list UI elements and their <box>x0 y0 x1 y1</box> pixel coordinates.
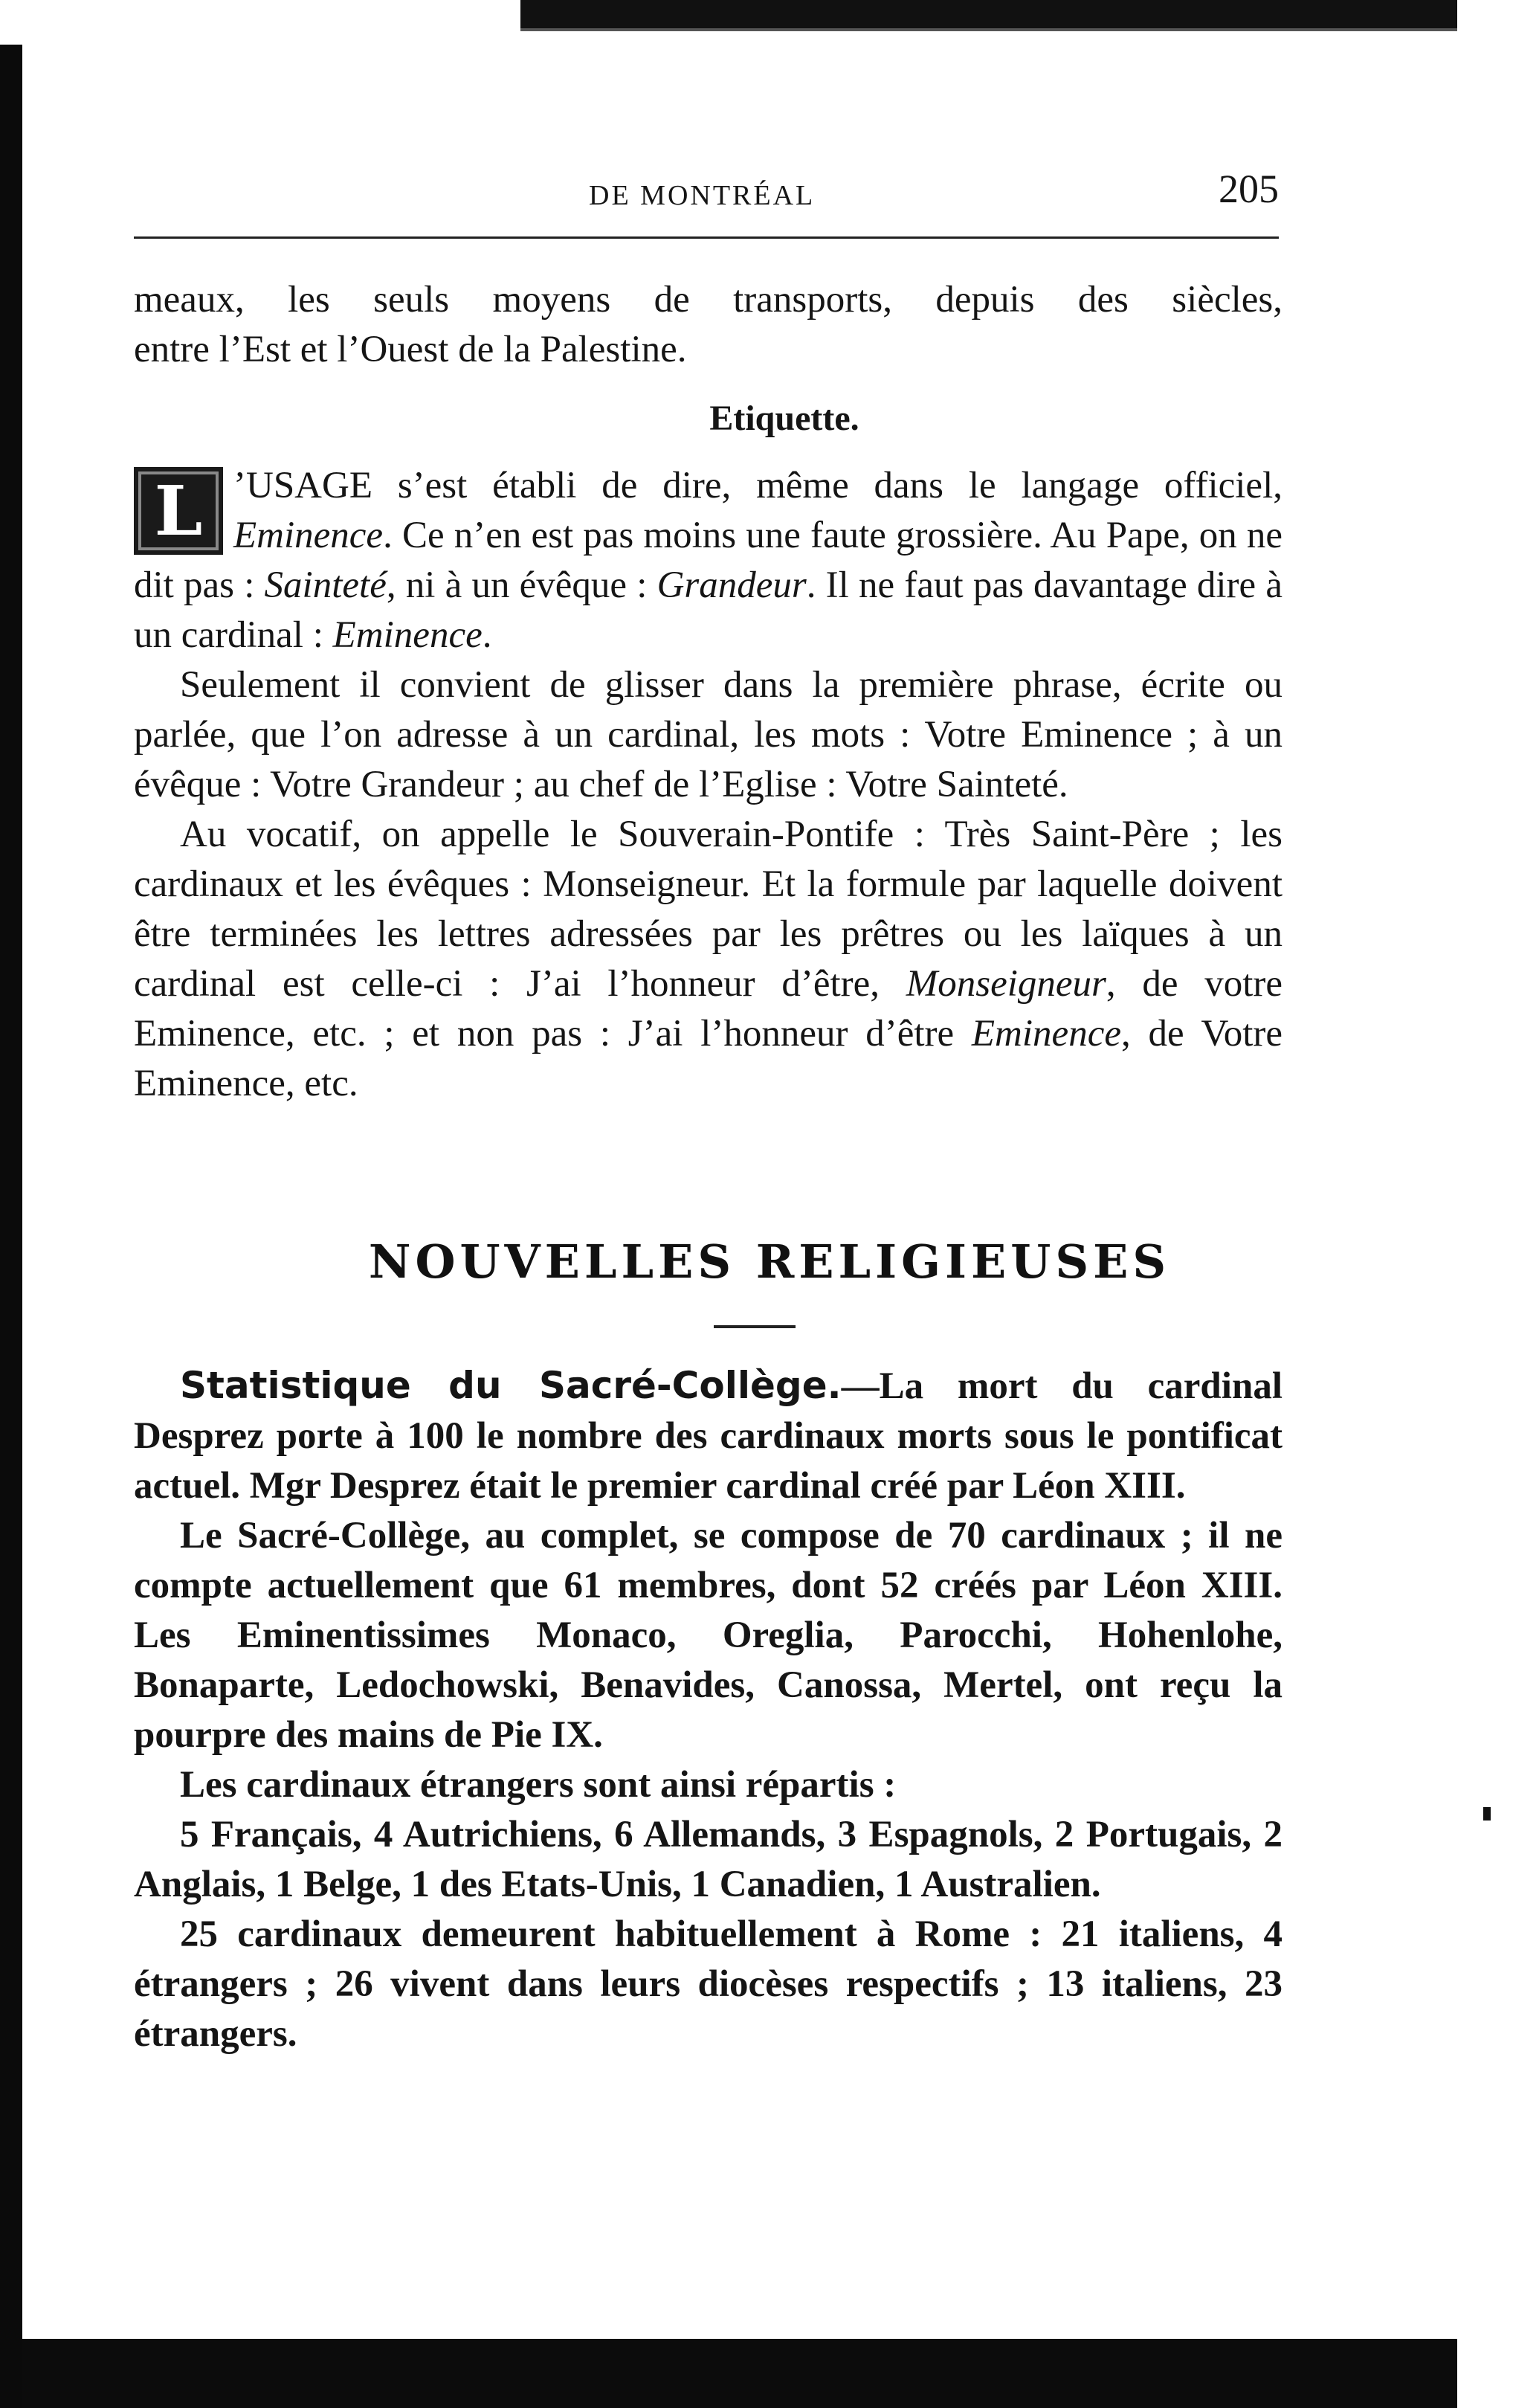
etiquette-p1-em-4: Eminence <box>332 614 483 656</box>
etiquette-p1-part-c: , ni à un évêque : <box>386 564 657 606</box>
etiquette-p1-part-a: ’USAGE s’est établi de dire, même dans le langage officiel, <box>233 465 1282 506</box>
page-header <box>134 160 1279 227</box>
nouvelles-paragraph-5: 25 cardinaux demeurent habituellement à Rome : 21 italiens, 4 étrangers ; 26 vivent dans leurs diocèses respectifs ; 13 italiens, 23 étrangers. <box>134 1913 1282 2055</box>
etiquette-p3-part-b: , de votre Eminence, etc. ; et non pas : J’ai l’honneur d’être <box>134 963 1282 1055</box>
etiquette-p1-em-1: Eminence <box>233 515 384 556</box>
running-head: DE MONTRÉAL <box>589 180 816 211</box>
etiquette-p1-em-3: Grandeur <box>656 564 807 606</box>
drop-cap-letter: L <box>134 467 223 555</box>
section-title-nouvelles-religieuses: NOUVELLES RELIGIEUSES <box>368 1234 1171 1289</box>
etiquette-section <box>134 461 1282 1109</box>
etiquette-paragraph-2: Seulement il convient de glisser dans la première phrase, écrite ou parlée, que l’on adresse à un cardinal, les mots : Votre Eminence ; à un évêque : Votre Grandeur ; au chef de l’Eglise : Votre Sainteté. <box>134 664 1282 805</box>
nouvelles-paragraph-4: 5 Français, 4 Autrichiens, 6 Allemands, 3 Espagnols, 2 Portugais, 2 Anglais, 1 Belge, 1 des Etats-Unis, 1 Canadien, 1 Australien. <box>134 1814 1282 1905</box>
etiquette-paragraph-3 <box>134 810 1282 1109</box>
nouvelles-lead: Statistique du Sacré-Collège. <box>180 1364 842 1407</box>
header-rule <box>134 236 1279 239</box>
scan-artifact-mark <box>1483 1807 1491 1821</box>
nouvelles-paragraph-1 <box>134 1361 1282 1511</box>
etiquette-p1-part-b: . Ce n’en est pas moins une faute grossière. Au Pape, on ne dit pas : <box>134 515 1282 606</box>
etiquette-p3-em-2: Eminence <box>971 1013 1121 1055</box>
nouvelles-paragraph-3: Les cardinaux étrangers sont ainsi répartis : <box>180 1764 897 1806</box>
nouvelles-paragraph-2: Le Sacré-Collège, au complet, se compose de 70 cardinaux ; il ne compte actuellement que 61 membres, dont 52 créés par Léon XIII. Les Eminentissimes Monaco, Oreglia, Parocchi, Hohenlohe, Bonaparte, Ledochowski, Benavides, Canossa, Mertel, ont reçu la pourpre des mains de Pie IX. <box>134 1515 1282 1756</box>
etiquette-p1-part-e: . <box>482 614 492 656</box>
continuation-line-1: meaux, les seuls moyens de transports, depuis des siècles, <box>134 279 1282 321</box>
etiquette-p3-part-c: , de Votre Eminence, etc. <box>134 1013 1282 1104</box>
page-number: 205 <box>1219 167 1279 211</box>
etiquette-p1-em-2: Sainteté <box>264 564 387 606</box>
continuation-paragraph <box>134 275 1282 375</box>
section-rule <box>714 1325 796 1328</box>
nouvelles-p1-rest: —La mort du cardinal Desprez porte à 100 le nombre des cardinaux morts sous le pontificat actuel. Mgr Desprez était le premier cardinal créé par Léon XIII. <box>134 1365 1282 1507</box>
etiquette-paragraph-1 <box>134 461 1282 660</box>
scan-edge-bottom <box>22 2339 1457 2408</box>
etiquette-heading: Etiquette. <box>709 399 859 438</box>
continuation-line-2: entre l’Est et l’Ouest de la Palestine. <box>134 329 687 370</box>
scan-edge-top <box>520 0 1457 28</box>
scan-edge-top-line <box>520 28 1457 31</box>
etiquette-p3-em-1: Monseigneur <box>906 963 1106 1005</box>
etiquette-p1-part-d: . Il ne faut pas davantage dire à un cardinal : <box>134 564 1282 656</box>
nouvelles-section <box>134 1361 1282 2059</box>
etiquette-p3-part-a: Au vocatif, on appelle le Souverain-Pontife : Très Saint-Père ; les cardinaux et les évêques : Monseigneur. Et la formule par laquelle doivent être terminées les lettres adressées par les prêtres ou les laïques à un cardinal est celle-ci : J’ai l’honneur d’être, <box>134 814 1282 1005</box>
